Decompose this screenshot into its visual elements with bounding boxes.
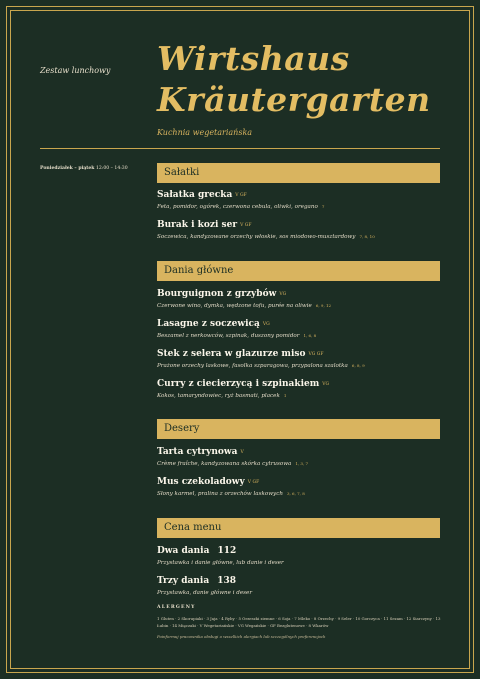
item-description: Przystawka, danie główne i deser [157,590,253,596]
item-name: Burak i kozi ser [157,220,238,230]
diet-tag: V GF [247,480,260,485]
item-name: Dwa dania [157,546,210,556]
section-header-desserts: Desery [157,419,440,439]
allergen-codes: 6, 8, 9 [351,363,365,368]
item-name: Lasagne z soczewicą [157,319,260,329]
item-description: Beszamel z nerkowców, szpinak, duszony pomidor [157,333,300,339]
hours-time: 12:00 – 14:30 [95,166,128,171]
menu-item [157,477,447,497]
section-header-prices: Cena menu [157,518,440,538]
price-value: 138 [217,576,236,586]
menu-item [157,379,447,399]
allergen-codes: 7 [321,204,325,209]
item-name: Bourguignon z grzybów [157,289,277,299]
opening-hours [40,166,128,171]
menu-item [157,220,447,240]
allergen-codes: 7, 8, 10 [359,234,375,239]
allergen-codes: 1, 3, 7 [295,461,309,466]
item-name: Mus czekoladowy [157,477,245,487]
allergen-codes: 1, 6, 8 [303,333,317,338]
restaurant-title-line1: Wirtshaus [157,39,350,78]
item-name: Curry z ciecierzycą i szpinakiem [157,379,320,389]
item-name: Sałatka grecka [157,190,233,200]
allergen-codes: 1 [283,393,287,398]
header-divider [40,148,440,149]
item-description: Kokos, tamaryndowiec, ryż basmati, placek [157,393,280,399]
menu-item [157,447,447,467]
diet-tag: VG GF [308,352,324,357]
diet-tag: V GF [235,193,247,198]
lunch-set-label: Zestaw lunchowy [40,66,111,75]
item-description: Czerwone wino, dymka, wędzone tofu, purée na oliwie [157,303,312,309]
item-name: Trzy dania [157,576,210,586]
diet-tag: VG [322,382,330,387]
price-value: 112 [217,546,237,556]
diet-tag: VG [279,292,287,297]
section-header-salads: Sałatki [157,163,440,183]
item-name: Stek z selera w glazurze miso [157,349,306,359]
menu-item [157,319,447,339]
item-description: Prażone orzechy laskowe, fasolka szparagowa, przypalona szalotka [157,363,348,369]
section-header-mains: Dania główne [157,261,440,281]
allergen-codes: 3, 6, 7, 8 [286,491,305,496]
diet-tag: VG [262,322,270,327]
item-description: Crème fraîche, kandyzowana skórka cytrusowa [157,461,292,467]
diet-tag: V [240,450,244,455]
item-description: Słony karmel, pralina z orzechów laskowych [157,491,283,497]
menu-item [157,289,447,309]
hours-days: Poniedziałek – piątek [40,166,95,171]
cuisine-tagline: Kuchnia wegetariańska [157,128,253,137]
restaurant-title-line2: Kräutergarten [157,80,431,119]
allergy-footnote: Poinformuj pracownika obsługi o wszelkich alergiach lub szczególnych preferencjach [157,634,326,639]
allergen-codes: 6, 9, 12 [315,303,332,308]
item-description: Soczewica, kandyzowane orzechy włoskie, sos miodowo-musztardowy [157,234,356,240]
item-description: Przystawka i danie główne, lub danie i deser [157,560,284,566]
diet-tag: V GF [240,223,252,228]
price-item [157,576,447,596]
item-description: Feta, pomidor, ogórek, czerwona cebula, oliwki, oregano [157,204,318,210]
menu-item [157,349,447,369]
menu-item [157,190,447,210]
price-item [157,546,447,566]
allergens-legend: 1 Gluten · 2 Skorupiaki · 3 Jaja · 4 Ryby · 5 Orzeszki ziemne · 6 Soja · 7 Mleko · 8 Orzechy · 9 Seler · 10 Gorczyca · 11 Sezam · 12 Siarczyny · 13 Łubin · 14 Mięczaki · V Wegetariańskie · VG Wegańskie · GF Bezglutenowe · 8 Wkarów [157,616,441,628]
allergens-heading: ALERGENY [157,605,196,610]
item-name: Tarta cytrynowa [157,447,238,457]
